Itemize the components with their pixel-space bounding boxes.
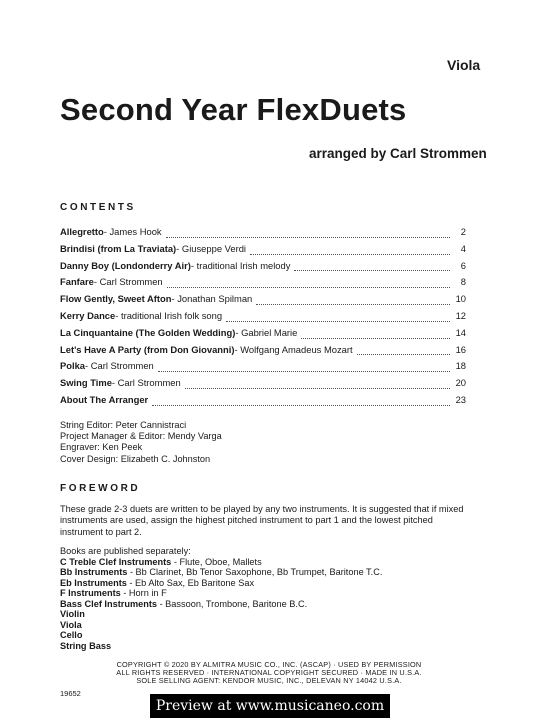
book-item-name: Viola — [60, 619, 82, 630]
toc-entry-title: Fanfare — [60, 276, 94, 288]
toc-entry-composer: - Carl Strommen — [85, 360, 154, 372]
toc-entry — [60, 276, 466, 293]
toc-entry-title: Swing Time — [60, 377, 112, 389]
book-item-name: String Bass — [60, 640, 112, 651]
book-item — [60, 630, 382, 641]
toc-dot-leader — [185, 388, 450, 389]
toc-entry-title: Danny Boy (Londonderry Air) — [60, 259, 191, 271]
toc-dot-leader — [167, 287, 450, 288]
toc-dot-leader — [158, 371, 450, 372]
book-item — [60, 599, 382, 610]
instrument-label: Viola — [447, 57, 481, 73]
toc-dot-leader — [250, 254, 450, 255]
book-item — [60, 620, 382, 631]
toc-entry-page: 14 — [455, 326, 466, 338]
book-item-detail: - Eb Alto Sax, Eb Baritone Sax — [126, 577, 255, 588]
toc-entry — [60, 344, 466, 361]
toc-entry-page: 8 — [460, 276, 466, 288]
toc-entry-composer: - Gabriel Marie — [235, 326, 298, 338]
toc-entry-page: 6 — [460, 259, 466, 271]
credit-line: String Editor: Peter Cannistraci — [60, 420, 187, 430]
book-item-name: Cello — [60, 630, 83, 640]
toc-entry-title: Kerry Dance — [60, 309, 116, 321]
book-item — [60, 578, 382, 589]
toc-entry-page: 20 — [455, 377, 466, 389]
books-items — [60, 557, 382, 652]
toc-entry-page: 12 — [455, 309, 466, 321]
book-item-detail: - Horn in F — [120, 588, 167, 598]
toc-entry-page: 2 — [460, 226, 466, 237]
toc-entry-composer: - James Hook — [103, 226, 162, 237]
credit-line: Engraver: Ken Peek — [60, 442, 143, 453]
copyright-notice — [60, 661, 478, 686]
books-list — [60, 546, 382, 651]
toc-entry-title: Allegretto — [60, 226, 104, 237]
toc-entry-page: 23 — [455, 393, 466, 405]
book-item-detail: - Flute, Oboe, Mallets — [171, 556, 262, 567]
book-item-name: Bb Instruments — [60, 567, 128, 577]
toc-entry-title: Brindisi (from La Traviata) — [60, 242, 177, 254]
toc-entry-page: 18 — [455, 360, 466, 372]
contents-heading: CONTENTS — [60, 202, 136, 213]
toc-entry — [60, 360, 466, 377]
toc-dot-leader — [357, 354, 450, 355]
book-item-name: Eb Instruments — [60, 577, 127, 588]
copyright-line: ALL RIGHTS RESERVED · INTERNATIONAL COPYRIGHT SECURED · MADE IN U.S.A. — [116, 668, 422, 678]
book-item-name: Violin — [60, 609, 85, 619]
book-item — [60, 609, 382, 620]
book-item-detail: - Bassoon, Trombone, Baritone B.C. — [157, 598, 308, 609]
toc-entry-page: 4 — [460, 242, 466, 254]
book-item — [60, 641, 382, 652]
toc-entry-composer: - traditional Irish folk song — [115, 309, 223, 321]
book-item-detail: - Bb Clarinet, Bb Tenor Saxophone, Bb Trumpet, Baritone T.C. — [127, 567, 383, 577]
copyright-line: COPYRIGHT © 2020 BY ALMITRA MUSIC CO., INC. (ASCAP) · USED BY PERMISSION — [116, 660, 422, 669]
book-item-name: Bass Clef Instruments — [60, 598, 158, 609]
copyright-line: SOLE SELLING AGENT: KENDOR MUSIC, INC., DELEVAN NY 14042 U.S.A. — [136, 676, 402, 686]
toc-entry — [60, 327, 466, 344]
toc-entry-page: 10 — [455, 293, 466, 305]
toc-entry — [60, 243, 466, 260]
toc-entry-composer: - Giuseppe Verdi — [176, 242, 247, 254]
toc-entry — [60, 394, 466, 411]
books-intro: Books are published separately: — [60, 546, 191, 556]
book-item — [60, 567, 382, 578]
table-of-contents — [60, 226, 466, 411]
toc-entry-title: Let's Have A Party (from Don Giovanni) — [60, 343, 235, 355]
toc-entry-title: La Cinquantaine (The Golden Wedding) — [60, 326, 236, 338]
catalog-number: 19652 — [60, 689, 81, 698]
page-title: Second Year FlexDuets — [60, 92, 407, 127]
toc-entry-title: About The Arranger — [60, 393, 149, 405]
toc-entry-composer: - Carl Strommen — [93, 276, 163, 288]
toc-entry-composer: - Wolfgang Amadeus Mozart — [234, 343, 353, 355]
toc-entry-composer: - Jonathan Spilman — [171, 293, 253, 305]
book-item-name: C Treble Clef Instruments — [60, 556, 172, 567]
toc-entry — [60, 310, 466, 327]
toc-dot-leader — [166, 237, 450, 238]
book-item — [60, 557, 382, 568]
toc-dot-leader — [226, 321, 450, 322]
foreword-heading: FOREWORD — [60, 483, 141, 494]
toc-entry — [60, 260, 466, 277]
arranger-credit: arranged by Carl Strommen — [309, 146, 487, 161]
foreword-text: These grade 2-3 duets are written to be played by any two instruments. It is suggested that if mixed instruments are used, assign the highest pitched instrument to part 1 and the lowest pitched instrument to part 2. — [60, 504, 464, 537]
toc-dot-leader — [301, 338, 450, 339]
book-item-name: F Instruments — [60, 588, 121, 598]
toc-entry — [60, 293, 466, 310]
toc-dot-leader — [256, 304, 450, 305]
toc-dot-leader — [294, 270, 450, 271]
toc-entry-page: 16 — [455, 343, 466, 355]
credits-block — [60, 420, 222, 465]
toc-dot-leader — [152, 405, 450, 406]
toc-entry — [60, 226, 466, 243]
toc-entry — [60, 377, 466, 394]
preview-watermark-banner[interactable]: Preview at www.musicaneo.com — [150, 694, 390, 718]
toc-entry-title: Flow Gently, Sweet Afton — [60, 293, 172, 305]
toc-entry-composer: - Carl Strommen — [111, 377, 181, 389]
credit-line: Cover Design: Elizabeth C. Johnston — [60, 453, 211, 464]
credit-line: Project Manager & Editor: Mendy Varga — [60, 431, 222, 442]
book-item — [60, 588, 382, 599]
toc-entry-title: Polka — [60, 360, 86, 372]
toc-entry-composer: - traditional Irish melody — [190, 259, 291, 271]
